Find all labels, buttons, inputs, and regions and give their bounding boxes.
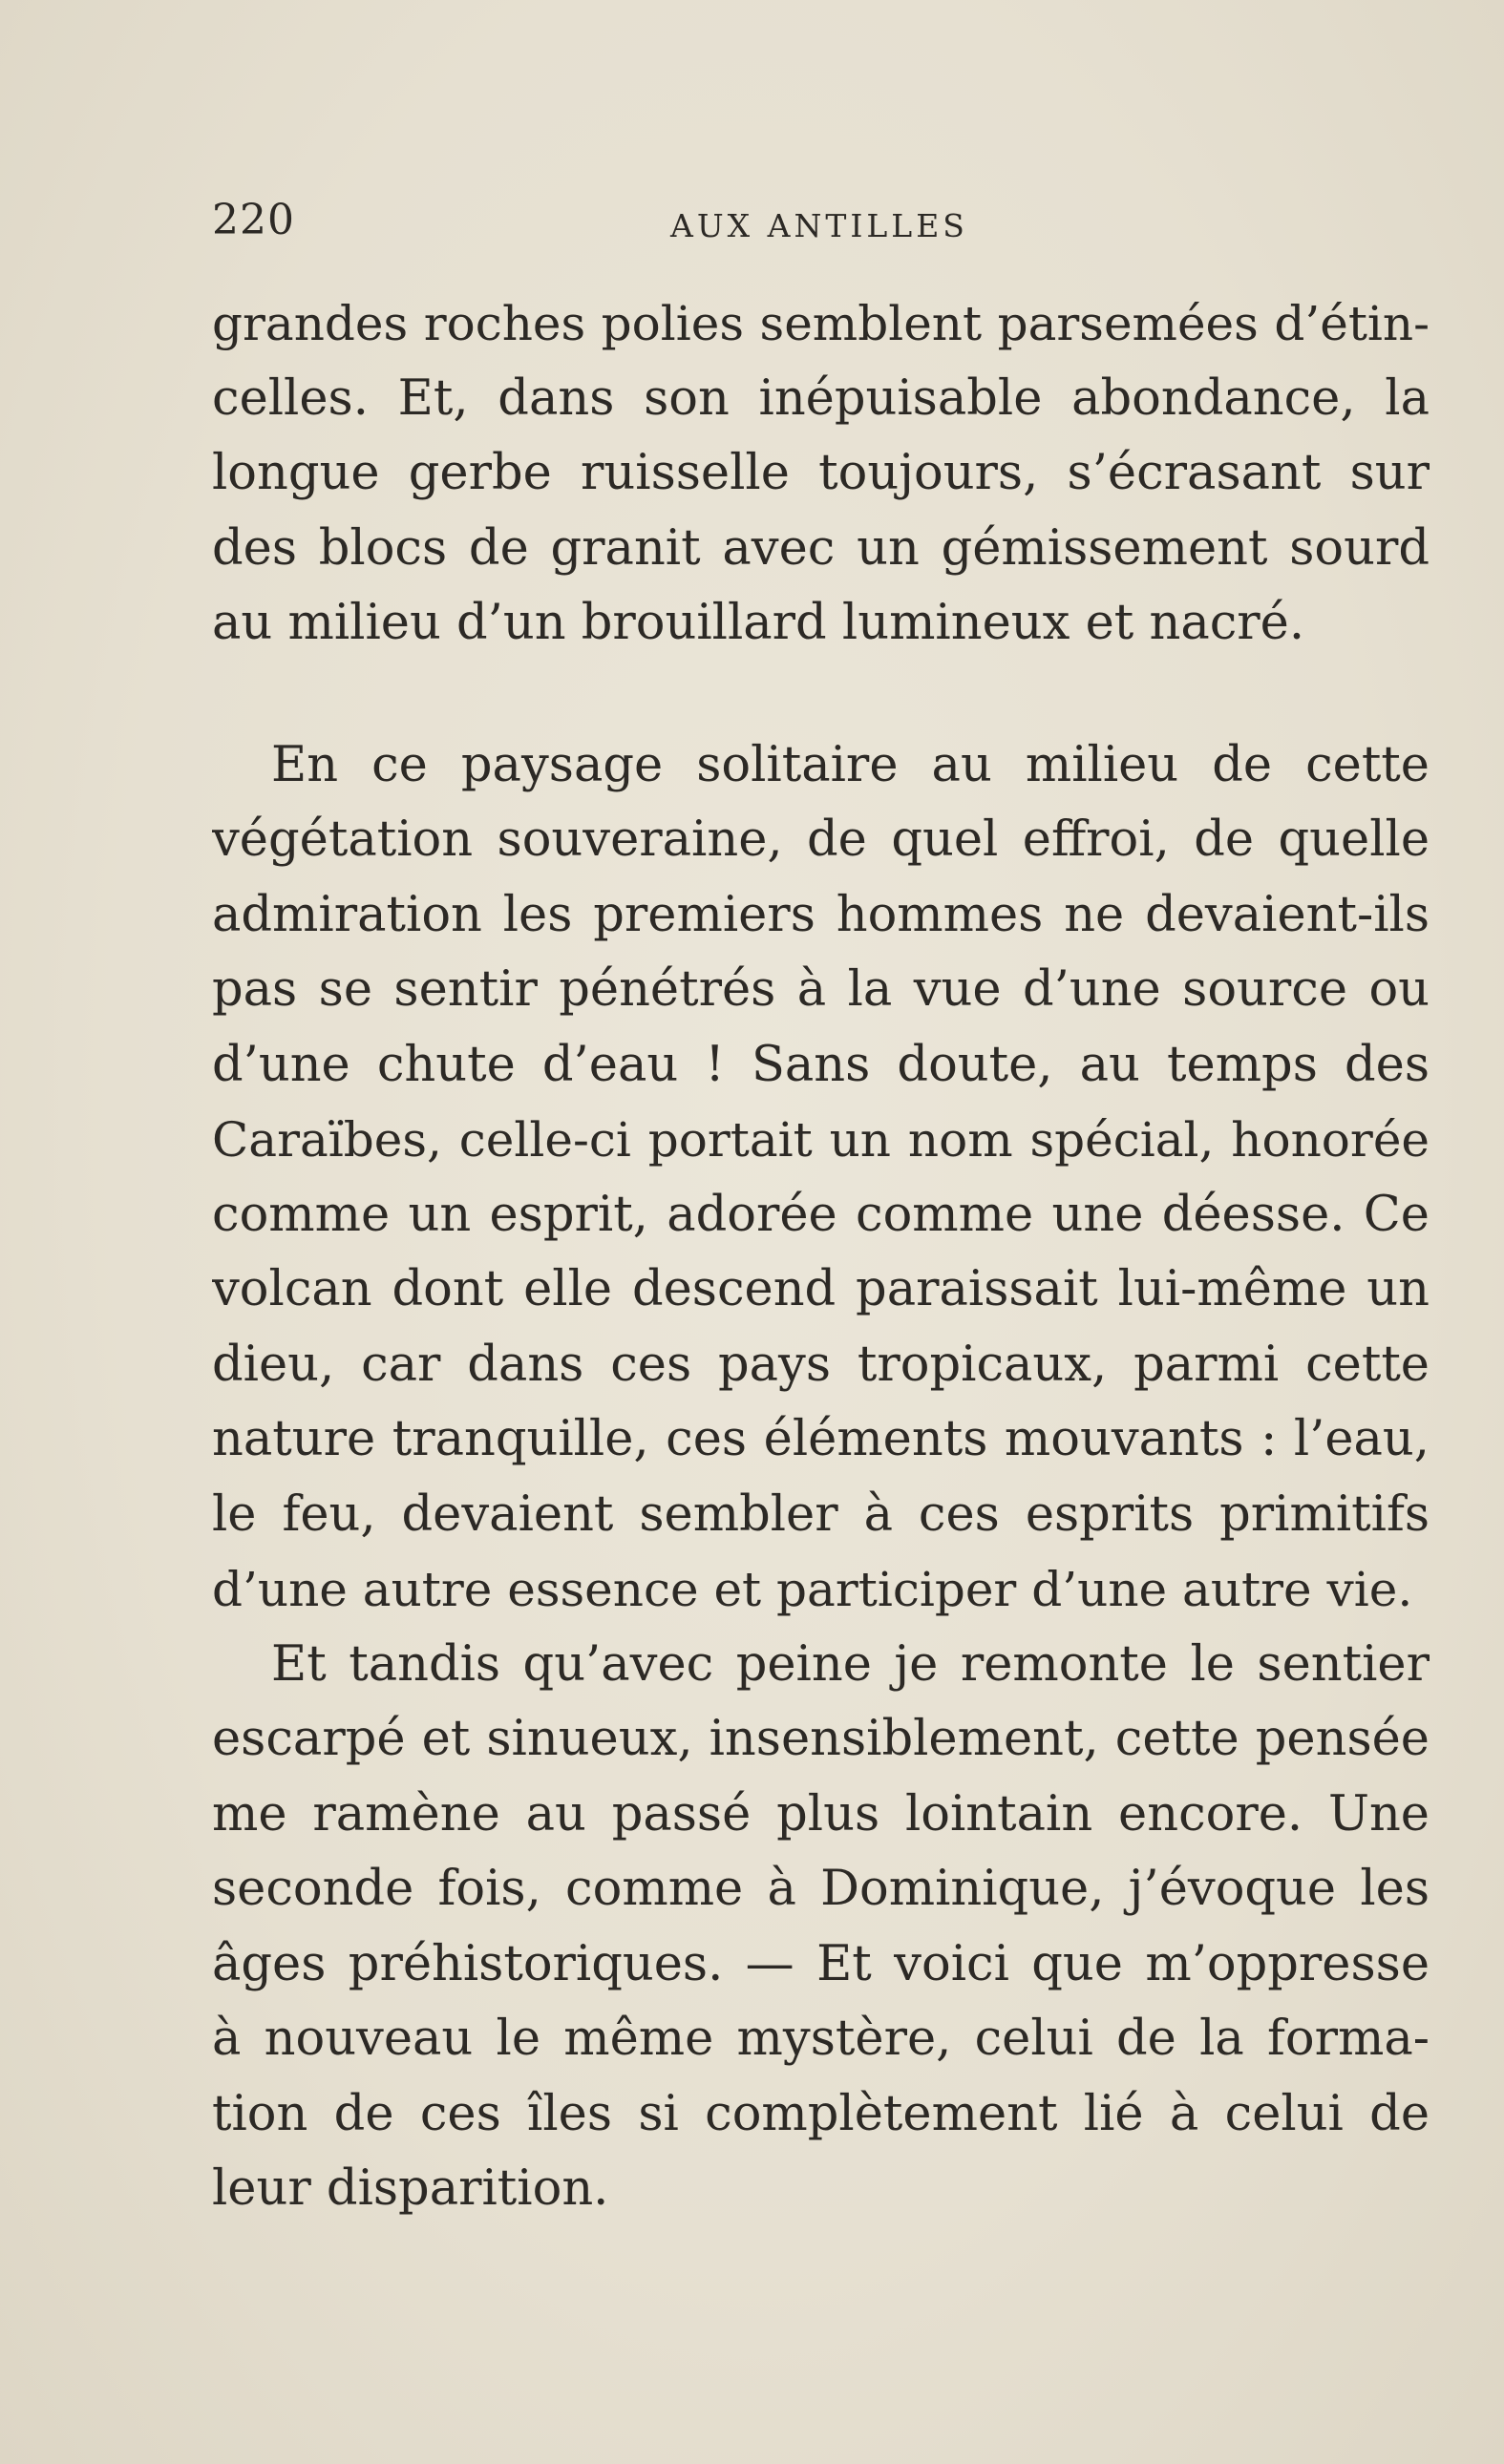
text-line: comme un esprit, adorée comme une déesse. Ce	[212, 1186, 1430, 1243]
text-line: au milieu d’un brouillard lumineux et nacré.	[212, 595, 1305, 651]
paragraph	[212, 728, 1430, 1628]
text-line: me ramène au passé plus lointain encore. Une	[212, 1785, 1430, 1843]
text-line: grandes roches polies semblent parsemées d’étin-	[212, 296, 1430, 351]
text-line: végétation souveraine, de quel effroi, de quelle	[212, 811, 1430, 868]
text-line: longue gerbe ruisselle toujours, s’écrasant sur	[212, 445, 1430, 501]
text-line: le feu, devaient sembler à ces esprits primitifs	[212, 1485, 1430, 1543]
text-line: âges préhistoriques. — Et voici que m’oppresse	[212, 1935, 1430, 1992]
text-line: celles. Et, dans son inépuisable abondance, la	[212, 369, 1430, 427]
text-line: En ce paysage solitaire au milieu de cette	[271, 736, 1430, 793]
text-line: volcan dont elle descend paraissait lui-même un	[212, 1261, 1430, 1317]
text-line: admiration les premiers hommes ne devaient-ils	[212, 886, 1430, 943]
paragraph	[212, 1628, 1430, 2227]
running-title: AUX ANTILLES	[670, 207, 968, 244]
text-line: dieu, car dans ces pays tropicaux, parmi cette	[212, 1336, 1430, 1393]
text-line: d’une autre essence et participer d’une autre vie.	[212, 1562, 1413, 1617]
page-number: 220	[212, 196, 295, 244]
body-text	[212, 286, 1430, 2227]
text-line: tion de ces îles si complètement lié à celui de	[212, 2085, 1430, 2142]
text-line: seconde fois, comme à Dominique, j’évoque les	[212, 1861, 1430, 1917]
text-line: à nouveau le même mystère, celui de la forma-	[212, 2011, 1430, 2067]
text-line: Caraïbes, celle-ci portait un nom spécial, honorée	[212, 1112, 1430, 1168]
text-line: Et tandis qu’avec peine je remonte le sentier	[271, 1635, 1430, 1693]
text-line: leur disparition.	[212, 2160, 609, 2217]
running-head	[212, 196, 1430, 253]
paragraph	[212, 286, 1430, 662]
text-line: escarpé et sinueux, insensiblement, cette pensée	[212, 1711, 1430, 1767]
text-line: pas se sentir pénétrés à la vue d’une source ou	[212, 961, 1430, 1018]
text-line: d’une chute d’eau ! Sans doute, au temps des	[212, 1036, 1430, 1093]
paragraph-gap	[212, 662, 1430, 728]
text-line: des blocs de granit avec un gémissement sourd	[212, 519, 1430, 577]
text-line: nature tranquille, ces éléments mouvants : l’eau,	[212, 1411, 1430, 1467]
